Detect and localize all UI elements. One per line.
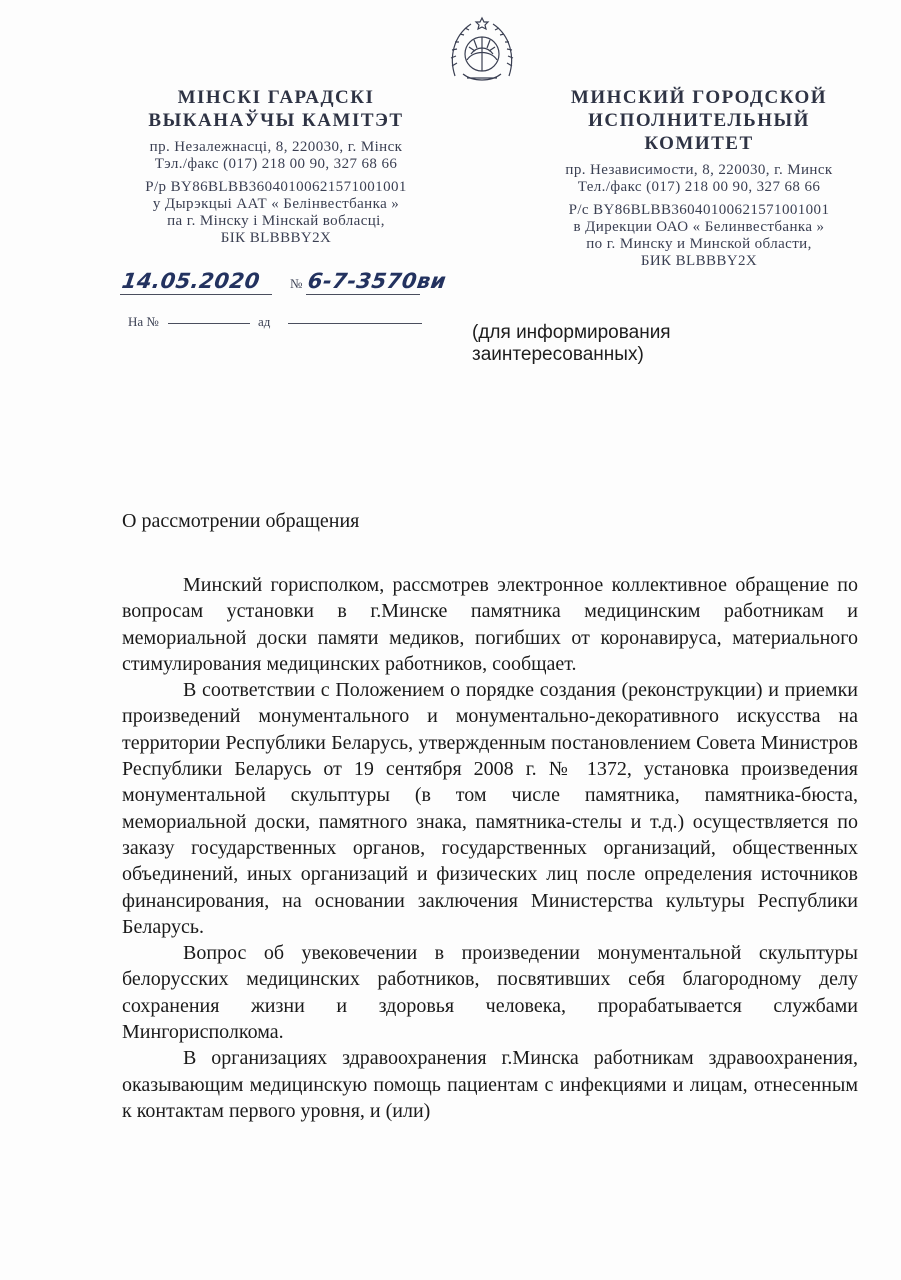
org-name-line2: ВЫКАНАЎЧЫ КАМІТЭТ [148, 110, 404, 131]
org-name-line2: ИСПОЛНИТЕЛЬНЫЙ КОМИТЕТ [588, 110, 810, 154]
phone-fax-line: Тэл./факс (017) 218 00 90, 327 68 66 [154, 156, 398, 172]
bank-account: Р/с BY86BLBB36040100621571001001 [568, 202, 830, 218]
bank-name: у Дырэкцыі ААТ « Белінвестбанка » [152, 196, 400, 212]
org-name-line1: МИНСКИЙ ГОРОДСКОЙ [570, 87, 828, 108]
org-name-line1: МІНСКІ ГАРАДСКІ [177, 87, 375, 108]
bank-name: в Дирекции ОАО « Белинвестбанка » [573, 219, 825, 235]
org-address [118, 139, 434, 173]
bank-branch: па г. Мінску і Мінскай вобласці, [167, 213, 385, 229]
org-address [538, 162, 860, 196]
letter-subject: О рассмотрении обращения [122, 510, 360, 532]
registration-date-field [120, 270, 272, 295]
address-line: пр. Независимости, 8, 220030, г. Минск [565, 162, 833, 178]
registration-number-label: № [290, 276, 303, 291]
bank-account: Р/р BY86BLBB36040100621571001001 [145, 179, 407, 195]
letter-body [122, 572, 858, 1124]
state-emblem-icon [441, 14, 523, 86]
address-line: пр. Незалежнасці, 8, 220030, г. Мінск [149, 139, 403, 155]
bank-bic: БІК BLBBBY2X [220, 230, 332, 246]
addressee-line: (для информирования [472, 322, 671, 343]
registration-number: 6-7-3570ви [306, 269, 448, 293]
reply-date-line [288, 323, 422, 324]
bank-bic: БИК BLBBBY2X [640, 253, 758, 269]
addressee-line: заинтересованных) [472, 344, 644, 365]
body-paragraph: Минский горисполком, рассмотрев электронное коллективное обращение по вопросам установки в г.Минске памятника медицинским работникам и мемориальной доски памяти медиков, погибших от коронавируса, материального стимулирования медицинских работников, сообщает. [122, 574, 858, 675]
registration-date: 14.05.2020 [120, 269, 262, 293]
body-paragraph: В организациях здравоохранения г.Минска работникам здравоохранения, оказывающим медицинскую помощь пациентам с инфекциями и лицам, отнесенным к контактам первого уровня, и (или) [122, 1047, 858, 1122]
phone-fax-line: Тел./факс (017) 218 00 90, 327 68 66 [577, 179, 821, 195]
body-paragraph: В соответствии с Положением о порядке создания (реконструкции) и приемки произведений монументального и монументально-декоративного искусства на территории Республики Беларусь, утвержденным постановлением Совета Министров Республики Беларусь от 19 сентября 2008 г. № 1372, установка произведения монументальной скульптуры (в том числе памятника, памятника-бюста, мемориальной доски, памятного знака, памятника-стелы и т.д.) осуществляется по заказу государственных органов, государственных организаций, общественных объединений, иных организаций и физических лиц после определения источников финансирования, на основании заключения Министерства культуры Республики Беларусь. [122, 679, 858, 938]
in-reply-to-label: На № [128, 314, 159, 329]
letterhead-belarusian [118, 86, 434, 247]
body-paragraph: Вопрос об увековечении в произведении монументальной скульптуры белорусских медицинских работников, посвятивших себя благородному делу сохранения жизни и здоровья человека, прорабатывается службами Мингорисполкома. [122, 942, 858, 1044]
letterhead-russian [538, 86, 860, 270]
bank-details [118, 179, 434, 247]
addressee [472, 322, 671, 366]
registration-number-field [306, 269, 448, 295]
bank-branch: по г. Минску и Минской области, [586, 236, 812, 252]
reply-date-label: ад [258, 314, 271, 329]
in-reply-to-line [168, 323, 250, 324]
bank-details [538, 202, 860, 270]
